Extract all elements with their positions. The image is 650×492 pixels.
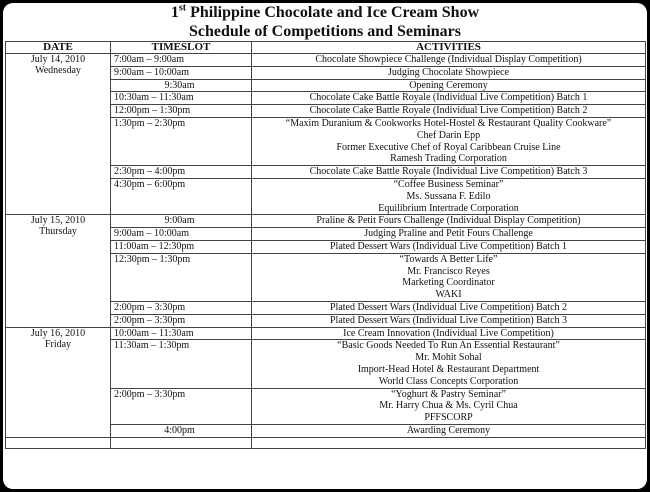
- date-text: July 15, 2010: [30, 215, 86, 227]
- timeslot-cell: 2:00pm – 3:30pm: [111, 314, 252, 327]
- activity-line: Equilibrium Intertrade Corporation: [378, 202, 519, 214]
- activity-cell: [252, 240, 646, 253]
- activity-line: Import-Head Hotel & Restaurant Department: [357, 363, 540, 375]
- activity-cell: [252, 92, 646, 105]
- activity-line: “Coffee Business Seminar”: [393, 178, 504, 190]
- timeslot-cell: 11:30am – 1:30pm: [111, 340, 252, 388]
- activity-line: “Maxim Duranium & Cookworks Hotel-Hostel & Restaurant Quality Cookware”: [285, 117, 612, 129]
- activity-line: “Basic Goods Needed To Run An Essential Restaurant”: [337, 340, 560, 352]
- timeslot-cell: 9:00am – 10:00am: [111, 66, 252, 79]
- activity-cell: [252, 66, 646, 79]
- activity-cell: [252, 301, 646, 314]
- timeslot-cell: 9:00am: [111, 215, 252, 228]
- activity-line: Chocolate Showpiece Challenge (Individual Display Competition): [315, 54, 582, 65]
- activity-cell: [252, 166, 646, 179]
- activity-line: PFFSCORP: [424, 412, 473, 424]
- empty-cell: [6, 437, 111, 448]
- activity-line: Ice Cream Innovation (Individual Live Competition): [343, 327, 554, 339]
- activity-line: Mr. Francisco Reyes: [407, 265, 490, 277]
- activity-line: Marketing Coordinator: [402, 277, 495, 289]
- activity-line: Chocolate Cake Battle Royale (Individual Live Competition) Batch 2: [309, 105, 588, 117]
- timeslot-cell: 2:00pm – 3:30pm: [111, 388, 252, 424]
- timeslot-cell: 4:30pm – 6:00pm: [111, 178, 252, 214]
- activity-line: Judging Chocolate Showpiece: [387, 66, 510, 78]
- timeslot-cell: 12:30pm – 1:30pm: [111, 253, 252, 301]
- timeslot-cell: 9:00am – 10:00am: [111, 228, 252, 241]
- timeslot-cell: 4:00pm: [111, 424, 252, 437]
- activity-cell: [252, 178, 646, 214]
- timeslot-cell: 12:00pm – 1:30pm: [111, 105, 252, 118]
- table-row: [6, 215, 646, 228]
- empty-cell: [252, 437, 646, 448]
- activity-cell: [252, 228, 646, 241]
- activity-line: Praline & Petit Fours Challenge (Individual Display Competition): [316, 215, 581, 227]
- column-header-activities: ACTIVITIES: [252, 42, 646, 54]
- activity-line: Chocolate Cake Battle Royale (Individual Live Competition) Batch 1: [309, 92, 588, 104]
- activity-line: “Yoghurt & Pastry Seminar”: [391, 388, 506, 400]
- timeslot-cell: 7:00am – 9:00am: [111, 54, 252, 67]
- date-cell: [6, 327, 111, 437]
- column-header-timeslot: TIMESLOT: [111, 42, 252, 54]
- activity-cell: [252, 340, 646, 388]
- date-text: July 14, 2010: [30, 54, 86, 65]
- activity-cell: [252, 54, 646, 67]
- empty-cell: [111, 437, 252, 448]
- activity-line: “Towards A Better Life”: [399, 253, 498, 265]
- activity-cell: [252, 215, 646, 228]
- activity-line: Chocolate Cake Battle Royale (Individual Live Competition) Batch 3: [309, 166, 588, 178]
- activity-line: Awarding Ceremony: [406, 424, 491, 436]
- activity-cell: [252, 327, 646, 340]
- activity-cell: [252, 253, 646, 301]
- timeslot-cell: 1:30pm – 2:30pm: [111, 117, 252, 165]
- table-row: [6, 54, 646, 67]
- title-superscript: st: [178, 3, 187, 14]
- activity-line: Former Executive Chef of Royal Caribbean Cruise Line: [336, 141, 561, 153]
- column-header-date: DATE: [6, 42, 111, 54]
- activity-cell: [252, 117, 646, 165]
- activity-line: Opening Ceremony: [409, 79, 488, 91]
- timeslot-cell: 2:00pm – 3:30pm: [111, 301, 252, 314]
- schedule-table: [5, 41, 646, 449]
- timeslot-cell: 9:30am: [111, 79, 252, 92]
- date-text: July 16, 2010: [30, 327, 86, 339]
- weekday-text: Thursday: [39, 226, 77, 238]
- date-cell: [6, 54, 111, 215]
- activity-line: Ms. Sussana F. Edilo: [406, 190, 491, 202]
- weekday-text: Wednesday: [35, 65, 81, 76]
- activity-cell: [252, 388, 646, 424]
- activity-cell: [252, 79, 646, 92]
- schedule-sheet: [3, 3, 647, 489]
- activity-line: Chef Darin Epp: [416, 129, 481, 141]
- timeslot-cell: 2:30pm – 4:00pm: [111, 166, 252, 179]
- table-header-row: [6, 42, 646, 54]
- activity-line: Judging Praline and Petit Fours Challenge: [364, 228, 533, 240]
- activity-line: Plated Dessert Wars (Individual Live Competition) Batch 3: [329, 314, 568, 326]
- activity-cell: [252, 105, 646, 118]
- timeslot-cell: 10:00am – 11:30am: [111, 327, 252, 340]
- empty-row: [6, 437, 646, 448]
- activity-line: WAKI: [435, 289, 462, 301]
- page-title: 1st Philippine Chocolate and Ice Cream Show: [170, 3, 480, 21]
- page-subtitle: Schedule of Competitions and Seminars: [188, 23, 462, 40]
- activity-cell: [252, 424, 646, 437]
- table-row: [6, 327, 646, 340]
- activity-line: Mr. Harry Chua & Ms. Cyril Chua: [379, 400, 518, 412]
- activity-line: World Class Concepts Corporation: [378, 375, 519, 387]
- timeslot-cell: 10:30am – 11:30am: [111, 92, 252, 105]
- date-cell: [6, 215, 111, 327]
- weekday-text: Friday: [44, 338, 72, 350]
- activity-line: Ramesh Trading Corporation: [390, 153, 507, 165]
- timeslot-cell: 11:00am – 12:30pm: [111, 240, 252, 253]
- activity-line: Plated Dessert Wars (Individual Live Competition) Batch 1: [329, 240, 568, 252]
- activity-line: Plated Dessert Wars (Individual Live Competition) Batch 2: [329, 301, 568, 313]
- activity-line: Mr. Mohit Sohal: [415, 352, 482, 364]
- activity-cell: [252, 314, 646, 327]
